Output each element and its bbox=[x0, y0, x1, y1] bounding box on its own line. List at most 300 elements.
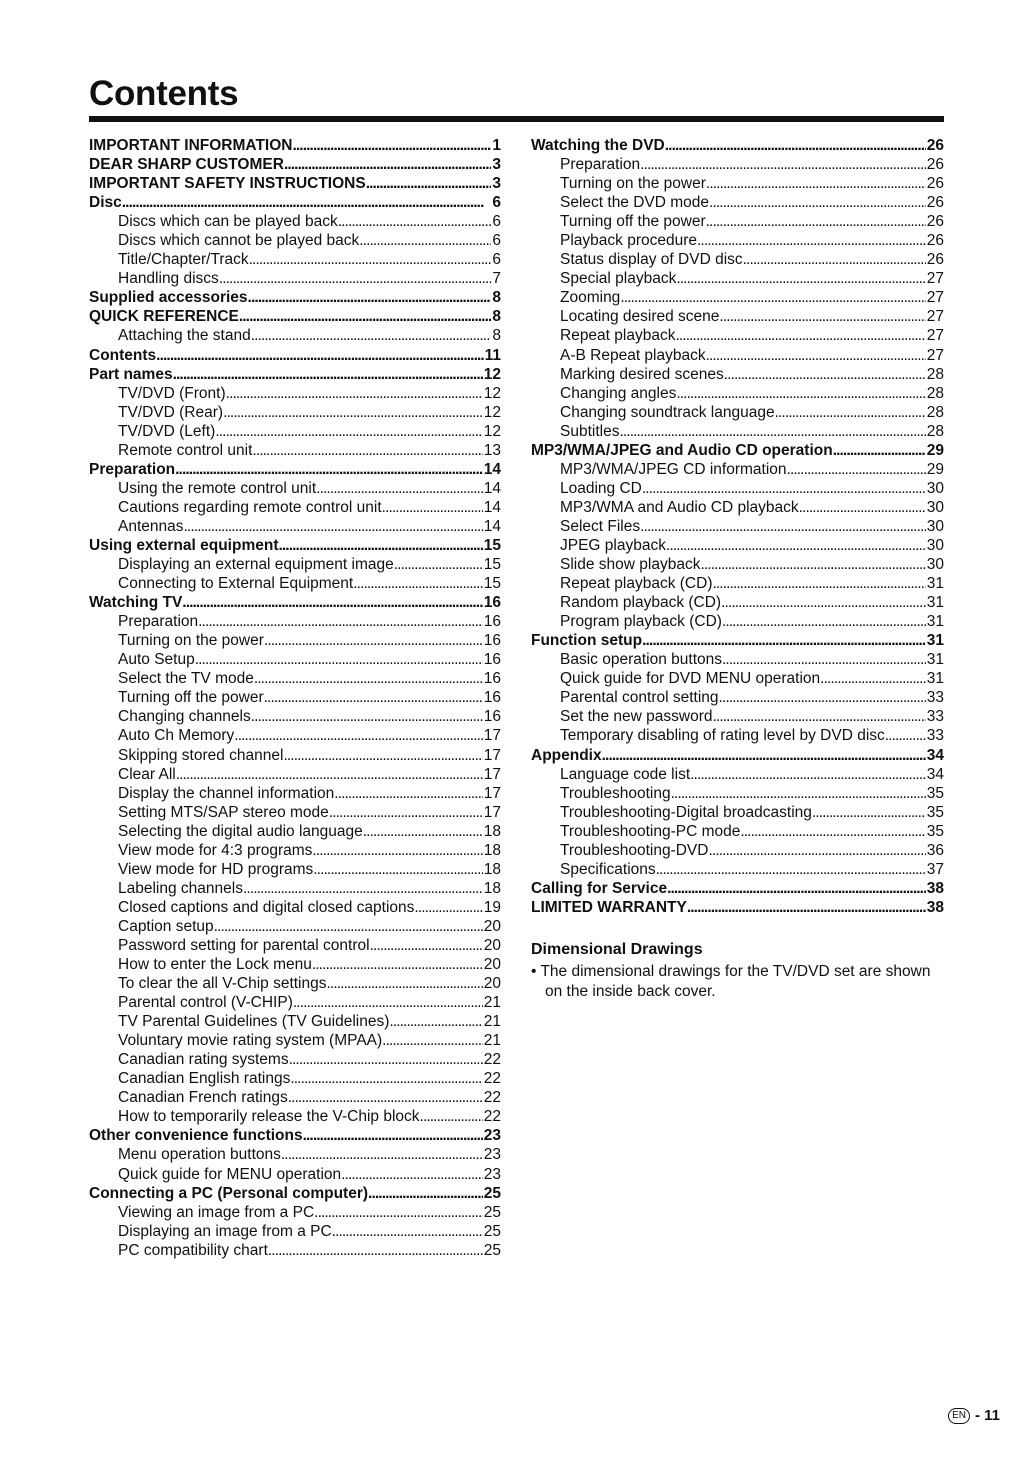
toc-entry-label: TV/DVD (Rear) bbox=[118, 403, 224, 421]
toc-section-entry bbox=[531, 898, 944, 917]
toc-entry-label: Watching TV bbox=[89, 594, 183, 612]
toc-entry-page: 17 bbox=[483, 727, 501, 745]
toc-leader-dots bbox=[249, 250, 492, 269]
toc-entry-label: Repeat playback (CD) bbox=[560, 575, 713, 593]
toc-entry-page: 20 bbox=[483, 956, 501, 974]
toc-subsection-entry bbox=[89, 803, 501, 822]
toc-subsection-entry bbox=[89, 1145, 501, 1164]
toc-subsection-entry bbox=[89, 574, 501, 593]
toc-subsection-entry bbox=[531, 650, 944, 669]
dimensional-drawings-note: • The dimensional drawings for the TV/DVD set are shown on the inside back cover. bbox=[531, 963, 931, 1000]
toc-leader-dots bbox=[327, 974, 483, 993]
toc-leader-dots bbox=[719, 307, 925, 326]
toc-right-column bbox=[531, 136, 944, 917]
toc-leader-dots bbox=[289, 1050, 483, 1069]
toc-entry-label: Auto Ch Memory bbox=[118, 727, 235, 745]
toc-entry-page: 22 bbox=[483, 1089, 501, 1107]
toc-entry-page: 16 bbox=[483, 708, 501, 726]
toc-entry-page: 6 bbox=[492, 194, 501, 212]
toc-leader-dots bbox=[334, 784, 482, 803]
toc-entry-label: Calling for Service bbox=[531, 879, 668, 897]
toc-leader-dots bbox=[820, 669, 926, 688]
toc-entry-page: 33 bbox=[926, 727, 944, 745]
toc-leader-dots bbox=[368, 1184, 483, 1203]
toc-subsection-entry bbox=[531, 212, 944, 231]
toc-entry-label: MP3/WMA/JPEG CD information bbox=[560, 460, 787, 478]
toc-subsection-entry bbox=[89, 1241, 501, 1260]
toc-entry-label: Subtitles bbox=[560, 422, 620, 440]
toc-entry-label: Preparation bbox=[118, 613, 199, 631]
toc-entry-page: 12 bbox=[483, 365, 501, 383]
toc-entry-page: 21 bbox=[483, 1032, 501, 1050]
toc-entry-label: Locating desired scene bbox=[560, 308, 720, 326]
toc-section-entry bbox=[531, 879, 944, 898]
toc-section-entry bbox=[89, 1126, 501, 1145]
toc-subsection-entry bbox=[89, 746, 501, 765]
toc-entry-label: Status display of DVD disc bbox=[560, 251, 743, 269]
toc-entry-label: Parental control (V-CHIP) bbox=[118, 994, 293, 1012]
toc-entry-page: 1 bbox=[492, 137, 501, 154]
toc-subsection-entry bbox=[89, 479, 501, 498]
toc-subsection-entry bbox=[89, 879, 501, 898]
toc-section-entry bbox=[531, 136, 944, 155]
toc-entry-label: Contents bbox=[89, 346, 157, 364]
toc-subsection-entry bbox=[89, 974, 501, 993]
toc-entry-label: Remote control unit bbox=[118, 441, 253, 459]
toc-leader-dots bbox=[812, 803, 926, 822]
toc-entry-page: 16 bbox=[483, 594, 501, 612]
toc-section-entry bbox=[531, 441, 944, 460]
toc-entry-page: 31 bbox=[926, 670, 944, 688]
toc-leader-dots bbox=[394, 555, 483, 574]
language-badge: EN bbox=[948, 1408, 970, 1424]
toc-entry-page: 35 bbox=[926, 784, 944, 802]
toc-entry-label: Preparation bbox=[89, 460, 176, 478]
toc-section-entry bbox=[89, 136, 501, 155]
toc-subsection-entry bbox=[89, 250, 501, 269]
toc-entry-page: 11 bbox=[484, 346, 501, 364]
toc-leader-dots bbox=[724, 365, 926, 384]
toc-subsection-entry bbox=[89, 326, 501, 345]
toc-leader-dots bbox=[414, 898, 482, 917]
toc-leader-dots bbox=[254, 669, 483, 688]
toc-leader-dots bbox=[370, 936, 483, 955]
toc-subsection-entry bbox=[531, 860, 944, 879]
toc-leader-dots bbox=[248, 288, 492, 307]
toc-leader-dots bbox=[722, 612, 926, 631]
toc-entry-label: Select the TV mode bbox=[118, 670, 254, 688]
toc-entry-page: 16 bbox=[483, 632, 501, 650]
toc-entry-label: Discs which cannot be played back bbox=[118, 232, 360, 250]
toc-leader-dots bbox=[363, 822, 483, 841]
toc-section-entry bbox=[89, 1184, 501, 1203]
toc-entry-page: 27 bbox=[926, 289, 944, 307]
toc-subsection-entry bbox=[531, 536, 944, 555]
toc-entry-label: Menu operation buttons bbox=[118, 1146, 281, 1164]
toc-entry-label: Changing angles bbox=[560, 384, 677, 402]
toc-entry-page: 17 bbox=[483, 746, 501, 764]
toc-subsection-entry bbox=[531, 403, 944, 422]
toc-subsection-entry bbox=[531, 193, 944, 212]
toc-subsection-entry bbox=[89, 422, 501, 441]
toc-entry-page: 30 bbox=[926, 517, 944, 535]
toc-entry-label: TV Parental Guidelines (TV Guidelines) bbox=[118, 1013, 390, 1031]
toc-subsection-entry bbox=[531, 479, 944, 498]
toc-leader-dots bbox=[619, 422, 925, 441]
toc-entry-page: 14 bbox=[483, 517, 501, 535]
toc-leader-dots bbox=[341, 1165, 483, 1184]
toc-entry-label: DEAR SHARP CUSTOMER bbox=[89, 156, 284, 174]
toc-leader-dots bbox=[198, 612, 483, 631]
toc-entry-label: A-B Repeat playback bbox=[560, 346, 706, 364]
toc-entry-label: Caption setup bbox=[118, 917, 214, 935]
toc-subsection-entry bbox=[531, 841, 944, 860]
toc-entry-page: 26 bbox=[926, 156, 944, 174]
toc-entry-page: 3 bbox=[492, 175, 501, 193]
toc-entry-page: 23 bbox=[483, 1127, 501, 1145]
toc-entry-page: 23 bbox=[483, 1146, 501, 1164]
toc-entry-page: 38 bbox=[926, 879, 944, 897]
toc-leader-dots bbox=[697, 231, 926, 250]
toc-subsection-entry bbox=[89, 841, 501, 860]
toc-entry-label: Using the remote control unit bbox=[118, 479, 317, 497]
toc-subsection-entry bbox=[531, 612, 944, 631]
toc-entry-label: Canadian English ratings bbox=[118, 1070, 291, 1088]
toc-entry-page: 38 bbox=[926, 898, 944, 916]
toc-entry-label: Handling discs bbox=[118, 270, 219, 288]
toc-leader-dots bbox=[706, 174, 926, 193]
toc-leader-dots bbox=[215, 422, 482, 441]
toc-entry-label: Turning on the power bbox=[118, 632, 264, 650]
toc-entry-page: 19 bbox=[483, 898, 501, 916]
toc-subsection-entry bbox=[531, 707, 944, 726]
toc-section-entry bbox=[89, 346, 501, 365]
toc-entry-label: JPEG playback bbox=[560, 536, 666, 554]
toc-subsection-entry bbox=[531, 765, 944, 784]
toc-subsection-entry bbox=[89, 1107, 501, 1126]
toc-entry-label: MP3/WMA and Audio CD playback bbox=[560, 498, 799, 516]
toc-leader-dots bbox=[243, 879, 483, 898]
toc-entry-label: Basic operation buttons bbox=[560, 651, 722, 669]
toc-entry-label: PC compatibility chart bbox=[118, 1241, 268, 1259]
toc-subsection-entry bbox=[531, 365, 944, 384]
toc-entry-label: Turning on the power bbox=[560, 175, 706, 193]
toc-leader-dots bbox=[722, 650, 926, 669]
toc-leader-dots bbox=[290, 1069, 482, 1088]
toc-entry-label: Disc bbox=[89, 194, 122, 212]
toc-entry-page: 16 bbox=[483, 613, 501, 631]
toc-entry-label: Discs which can be played back bbox=[118, 213, 338, 231]
toc-leader-dots bbox=[667, 879, 926, 898]
toc-leader-dots bbox=[329, 803, 483, 822]
toc-entry-label: Display the channel information bbox=[118, 784, 335, 802]
toc-leader-dots bbox=[176, 765, 483, 784]
toc-leader-dots bbox=[264, 688, 483, 707]
toc-leader-dots bbox=[708, 841, 925, 860]
toc-leader-dots bbox=[283, 746, 482, 765]
toc-subsection-entry bbox=[531, 346, 944, 365]
toc-leader-dots bbox=[366, 174, 492, 193]
toc-leader-dots bbox=[676, 384, 925, 403]
toc-entry-page: 29 bbox=[926, 460, 944, 478]
toc-entry-page: 20 bbox=[483, 917, 501, 935]
toc-leader-dots bbox=[665, 136, 926, 155]
toc-leader-dots bbox=[353, 574, 483, 593]
toc-leader-dots bbox=[284, 155, 491, 174]
toc-subsection-entry bbox=[531, 803, 944, 822]
toc-entry-label: Marking desired scenes bbox=[560, 365, 724, 383]
toc-entry-label: Troubleshooting-DVD bbox=[560, 841, 709, 859]
toc-entry-page: 6 bbox=[492, 251, 501, 269]
toc-leader-dots bbox=[332, 1222, 483, 1241]
toc-leader-dots bbox=[226, 384, 483, 403]
toc-subsection-entry bbox=[531, 269, 944, 288]
toc-entry-label: Changing channels bbox=[118, 708, 251, 726]
toc-entry-page: 18 bbox=[483, 879, 501, 897]
toc-leader-dots bbox=[712, 574, 925, 593]
toc-leader-dots bbox=[214, 917, 483, 936]
toc-subsection-entry bbox=[89, 1012, 501, 1031]
toc-entry-label: Turning off the power bbox=[560, 213, 706, 231]
toc-subsection-entry bbox=[531, 326, 944, 345]
toc-entry-page: 35 bbox=[926, 803, 944, 821]
toc-subsection-entry bbox=[89, 669, 501, 688]
toc-section-entry bbox=[89, 536, 501, 555]
toc-entry-page: 15 bbox=[483, 556, 501, 574]
toc-entry-label: Zooming bbox=[560, 289, 621, 307]
toc-entry-page: 30 bbox=[926, 479, 944, 497]
toc-entry-label: Random playback (CD) bbox=[560, 594, 722, 612]
toc-entry-page: 12 bbox=[483, 384, 501, 402]
toc-entry-label: Playback procedure bbox=[560, 232, 697, 250]
toc-entry-label: Select the DVD mode bbox=[560, 194, 710, 212]
toc-entry-page: 26 bbox=[926, 175, 944, 193]
toc-leader-dots bbox=[264, 631, 483, 650]
toc-entry-label: Special playback bbox=[560, 270, 677, 288]
toc-leader-dots bbox=[787, 460, 926, 479]
toc-entry-label: QUICK REFERENCE bbox=[89, 308, 239, 326]
toc-subsection-entry bbox=[89, 1203, 501, 1222]
toc-entry-label: Canadian rating systems bbox=[118, 1051, 289, 1069]
toc-entry-label: IMPORTANT INFORMATION bbox=[89, 137, 293, 154]
toc-leader-dots bbox=[676, 269, 925, 288]
toc-entry-label: Quick guide for DVD MENU operation bbox=[560, 670, 821, 688]
toc-subsection-entry bbox=[89, 1088, 501, 1107]
toc-leader-dots bbox=[709, 193, 926, 212]
toc-entry-page: 8 bbox=[492, 327, 501, 345]
toc-subsection-entry bbox=[89, 936, 501, 955]
toc-leader-dots bbox=[382, 1031, 483, 1050]
toc-entry-page: 31 bbox=[926, 632, 944, 650]
toc-subsection-entry bbox=[89, 1031, 501, 1050]
toc-entry-label: View mode for 4:3 programs bbox=[118, 841, 313, 859]
toc-leader-dots bbox=[885, 726, 926, 745]
toc-entry-page: 13 bbox=[483, 441, 501, 459]
toc-leader-dots bbox=[640, 517, 926, 536]
toc-subsection-entry bbox=[531, 726, 944, 745]
toc-entry-page: 12 bbox=[483, 422, 501, 440]
toc-leader-dots bbox=[223, 403, 483, 422]
toc-entry-label: How to temporarily release the V-Chip block bbox=[118, 1108, 420, 1126]
toc-leader-dots bbox=[184, 517, 483, 536]
toc-entry-label: Turning off the power bbox=[118, 689, 264, 707]
toc-subsection-entry bbox=[531, 231, 944, 250]
toc-entry-page: 17 bbox=[483, 784, 501, 802]
toc-leader-dots bbox=[671, 784, 926, 803]
toc-entry-label: Password setting for parental control bbox=[118, 936, 370, 954]
toc-subsection-entry bbox=[89, 784, 501, 803]
toc-entry-page: 26 bbox=[926, 232, 944, 250]
toc-entry-label: Changing soundtrack language bbox=[560, 403, 775, 421]
toc-entry-page: 18 bbox=[483, 822, 501, 840]
toc-subsection-entry bbox=[531, 784, 944, 803]
toc-section-entry bbox=[89, 460, 501, 479]
page-number: - 11 bbox=[974, 1407, 1000, 1424]
toc-subsection-entry bbox=[531, 555, 944, 574]
toc-leader-dots bbox=[687, 898, 926, 917]
toc-entry-page: 34 bbox=[926, 765, 944, 783]
toc-entry-page: 21 bbox=[483, 1013, 501, 1031]
toc-leader-dots bbox=[251, 326, 492, 345]
toc-entry-page: 12 bbox=[483, 403, 501, 421]
toc-entry-page: 6 bbox=[492, 213, 501, 231]
dimensional-drawings-section bbox=[531, 940, 944, 1002]
toc-entry-page: 17 bbox=[483, 803, 501, 821]
toc-entry-page: 31 bbox=[926, 594, 944, 612]
toc-leader-dots bbox=[721, 593, 926, 612]
toc-entry-page: 33 bbox=[926, 689, 944, 707]
toc-subsection-entry bbox=[89, 1222, 501, 1241]
toc-entry-label: Troubleshooting-Digital broadcasting bbox=[560, 803, 812, 821]
toc-subsection-entry bbox=[531, 422, 944, 441]
toc-entry-label: Connecting to External Equipment bbox=[118, 575, 354, 593]
toc-leader-dots bbox=[675, 326, 925, 345]
toc-entry-page: 22 bbox=[483, 1108, 501, 1126]
toc-entry-label: Set the new password bbox=[560, 708, 713, 726]
toc-leader-dots bbox=[303, 1126, 483, 1145]
toc-entry-page: 35 bbox=[926, 822, 944, 840]
toc-entry-label: Select Files bbox=[560, 517, 641, 535]
toc-entry-label: Attaching the stand bbox=[118, 327, 251, 345]
toc-leader-dots bbox=[219, 269, 492, 288]
toc-entry-label: Function setup bbox=[531, 632, 643, 650]
toc-entry-page: 22 bbox=[483, 1070, 501, 1088]
title-rule bbox=[89, 116, 944, 122]
toc-entry-page: 15 bbox=[483, 575, 501, 593]
toc-leader-dots bbox=[740, 822, 925, 841]
toc-entry-label: TV/DVD (Front) bbox=[118, 384, 226, 402]
toc-entry-label: Voluntary movie rating system (MPAA) bbox=[118, 1032, 383, 1050]
page-title: Contents bbox=[89, 74, 239, 113]
toc-entry-label: Parental control setting bbox=[560, 689, 719, 707]
toc-subsection-entry bbox=[89, 955, 501, 974]
toc-entry-page: 18 bbox=[483, 841, 501, 859]
toc-entry-label: Appendix bbox=[531, 746, 602, 764]
toc-subsection-entry bbox=[89, 1050, 501, 1069]
toc-subsection-entry bbox=[89, 441, 501, 460]
toc-entry-page: 23 bbox=[483, 1165, 501, 1183]
toc-entry-page: 16 bbox=[483, 651, 501, 669]
toc-leader-dots bbox=[292, 136, 491, 155]
toc-entry-page: 6 bbox=[492, 232, 501, 250]
toc-entry-page: 26 bbox=[926, 194, 944, 212]
toc-leader-dots bbox=[640, 155, 926, 174]
toc-entry-label: IMPORTANT SAFETY INSTRUCTIONS bbox=[89, 175, 366, 193]
toc-entry-page: 22 bbox=[483, 1051, 501, 1069]
toc-section-entry bbox=[89, 193, 501, 212]
toc-entry-page: 28 bbox=[926, 365, 944, 383]
toc-entry-page: 14 bbox=[483, 460, 501, 478]
toc-subsection-entry bbox=[531, 174, 944, 193]
toc-leader-dots bbox=[252, 441, 482, 460]
toc-entry-page: 27 bbox=[926, 308, 944, 326]
toc-entry-page: 25 bbox=[483, 1203, 501, 1221]
toc-entry-page: 36 bbox=[926, 841, 944, 859]
toc-entry-page: 14 bbox=[483, 498, 501, 516]
toc-leader-dots bbox=[775, 403, 926, 422]
toc-subsection-entry bbox=[531, 384, 944, 403]
dimensional-drawings-heading: Dimensional Drawings bbox=[531, 941, 703, 958]
toc-entry-page: 8 bbox=[492, 308, 501, 326]
toc-leader-dots bbox=[656, 860, 926, 879]
toc-entry-label: Program playback (CD) bbox=[560, 613, 722, 631]
toc-subsection-entry bbox=[531, 593, 944, 612]
toc-subsection-entry bbox=[89, 993, 501, 1012]
toc-entry-label: Title/Chapter/Track bbox=[118, 251, 249, 269]
toc-entry-label: Displaying an image from a PC bbox=[118, 1222, 332, 1240]
toc-entry-page: 25 bbox=[483, 1222, 501, 1240]
toc-leader-dots bbox=[316, 479, 483, 498]
toc-entry-page: 30 bbox=[926, 536, 944, 554]
toc-subsection-entry bbox=[531, 155, 944, 174]
toc-leader-dots bbox=[195, 650, 483, 669]
toc-subsection-entry bbox=[531, 498, 944, 517]
toc-entry-label: Other convenience functions bbox=[89, 1127, 303, 1145]
toc-subsection-entry bbox=[531, 517, 944, 536]
toc-section-entry bbox=[531, 631, 944, 650]
toc-entry-page: 3 bbox=[492, 156, 501, 174]
toc-section-entry bbox=[89, 288, 501, 307]
toc-subsection-entry bbox=[89, 517, 501, 536]
toc-entry-page: 30 bbox=[926, 498, 944, 516]
toc-entry-label: Language code list bbox=[560, 765, 691, 783]
toc-leader-dots bbox=[799, 498, 926, 517]
toc-entry-page: 16 bbox=[483, 689, 501, 707]
toc-subsection-entry bbox=[531, 307, 944, 326]
toc-leader-dots bbox=[620, 288, 925, 307]
toc-entry-label: Temporary disabling of rating level by DVD disc bbox=[560, 727, 885, 745]
toc-subsection-entry bbox=[531, 460, 944, 479]
toc-leader-dots bbox=[281, 1145, 483, 1164]
toc-subsection-entry bbox=[89, 231, 501, 250]
toc-entry-page: 28 bbox=[926, 422, 944, 440]
toc-leader-dots bbox=[312, 841, 482, 860]
toc-entry-page: 18 bbox=[483, 860, 501, 878]
toc-subsection-entry bbox=[89, 1069, 501, 1088]
toc-entry-label: Troubleshooting-PC mode bbox=[560, 822, 741, 840]
toc-leader-dots bbox=[389, 1012, 482, 1031]
toc-subsection-entry bbox=[89, 898, 501, 917]
toc-entry-page: 28 bbox=[926, 403, 944, 421]
toc-entry-page: 14 bbox=[483, 479, 501, 497]
toc-section-entry bbox=[89, 307, 501, 326]
toc-entry-label: TV/DVD (Left) bbox=[118, 422, 216, 440]
toc-subsection-entry bbox=[89, 1165, 501, 1184]
toc-entry-label: Preparation bbox=[560, 156, 641, 174]
toc-entry-label: Setting MTS/SAP stereo mode bbox=[118, 803, 329, 821]
toc-subsection-entry bbox=[89, 860, 501, 879]
toc-entry-page: 27 bbox=[926, 270, 944, 288]
